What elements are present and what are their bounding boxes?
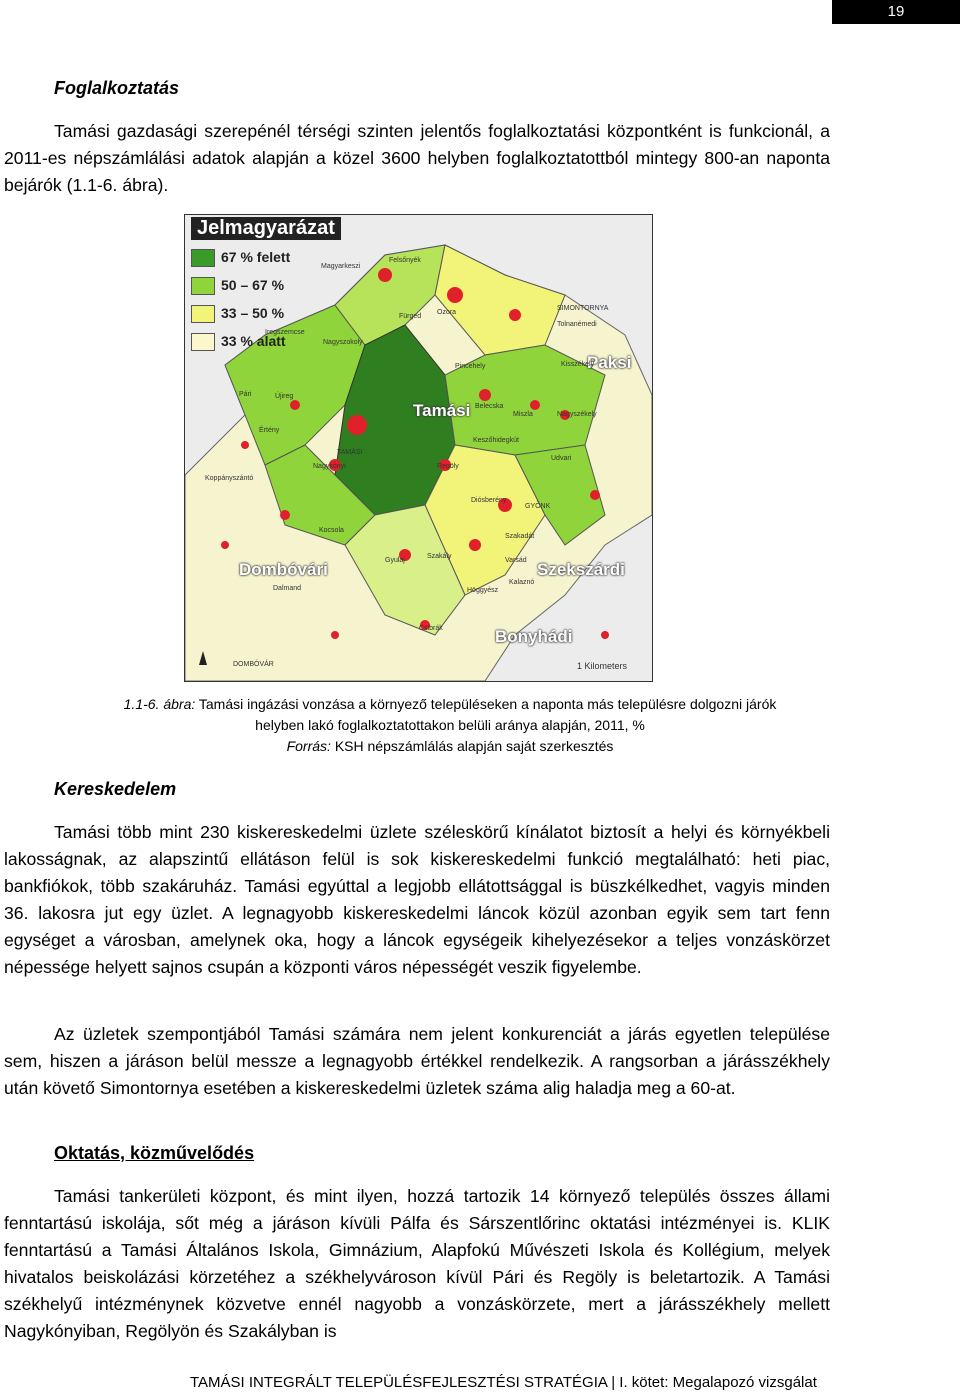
map-place: Iregszemcse: [265, 329, 305, 336]
legend-item-67-plus: [191, 249, 290, 267]
caption-text-1: Tamási ingázási vonzása a környező településeken a naponta más településre dolgozni járók: [198, 696, 777, 712]
map-place: Csibrák: [419, 625, 443, 632]
section-heading-education: Oktatás, közművelődés: [54, 1143, 255, 1163]
map-place: Miszla: [513, 411, 533, 418]
map-place: Magyarkeszi: [321, 263, 361, 270]
paragraph-education: Tamási tankerületi központ, és mint ilyen, hozzá tartozik 14 környező település összes állami fenntartású iskolája, sőt még a járáson kívüli Pálfa és Sárszentlőrinc oktatási intézményei is. KLIK fenntartású a Tamási Általános Iskola, Gimnázium, Alapfokú Művészeti Iskola és Kollégium, melyek hivatalos beiskolázási körzetéhez a székhelyvároson kívül Pári és Regöly is beletartozik. A Tamási székhelyű intézménynek közvetve ennél nagyobb a vonzáskörzete, mert a járásszékhely mellett Nagykónyiban, Regölyön és Szakályban is: [4, 1186, 830, 1341]
figure-caption: [60, 694, 840, 757]
map-place: Koppányszántó: [205, 475, 254, 482]
page-footer: TAMÁSI INTEGRÁLT TELEPÜLÉSFEJLESZTÉSI STRATÉGIA | I. kötet: Megalapozó vizsgálat: [190, 1374, 817, 1391]
map-place: Diósberény: [471, 497, 507, 504]
legend-item-50-67: [191, 277, 284, 295]
page-number: 19: [832, 0, 960, 24]
map-label-tamasi: Tamási: [413, 401, 471, 420]
map-place: Szakadát: [505, 533, 535, 540]
commuting-map: [184, 214, 653, 682]
legend-label: 33 – 50 %: [221, 305, 285, 321]
legend-item-33-50: [191, 305, 284, 323]
paragraph-employment: Tamási gazdasági szerepénél térségi szinten jelentős foglalkoztatási központként is funkcionál, a 2011-es népszámlálási adatok alapján a közel 3600 helyben foglalkoztatottból mintegy 800-an naponta bejárók (1.1-6. ábra).: [4, 121, 830, 195]
paragraph-commerce-1: Tamási több mint 230 kiskereskedelmi üzlete széleskörű kínálatot biztosít a helyi és környékbeli lakosságnak, az alapszintű ellátáson felül is sok kiskereskedelmi funkció megtalálható: heti piac, bankfiókok, több szakáruház. Tamási egyúttal a legjobb ellátottsággal is büszkélkedhet, vagyis minden 36. lakosra jut egy üzlet. A legnagyobb kiskereskedelmi láncok közül azonban egyik sem tart fenn egységet a városban, amelynek oka, hogy a láncok egységeik kihelyezésekor a teljes vonzáskörzet népessége helyett sajnos csupán a központi város népességét veszik figyelembe.: [4, 822, 830, 977]
caption-label: 1.1-6. ábra:: [123, 696, 196, 712]
map-place: Pincehely: [455, 363, 486, 370]
footer-title: TAMÁSI INTEGRÁLT TELEPÜLÉSFEJLESZTÉSI STRATÉGIA: [190, 1374, 608, 1391]
map-place: Regöly: [437, 463, 459, 470]
caption-source: KSH népszámlálás alapján saját szerkesztés: [334, 738, 614, 754]
legend-swatch: [191, 277, 215, 295]
map-place: DOMBÓVÁR: [233, 661, 274, 668]
map-place: Höggyész: [467, 587, 499, 594]
map-place: Udvari: [551, 455, 572, 462]
map-label-bonyhadi: Bonyhádi: [495, 627, 573, 646]
map-place: Kisszékely: [561, 361, 595, 368]
map-place: TAMÁSI: [337, 449, 363, 456]
map-scale: 1 Kilometers: [577, 661, 628, 671]
footer-volume: I. kötet: Megalapozó vizsgálat: [619, 1374, 817, 1391]
map-place: Belecska: [475, 403, 504, 410]
map-place: Kalaznó: [509, 579, 535, 586]
caption-text-2: helyben lakó foglalkoztatottakon belüli aránya alapján, 2011, %: [255, 717, 645, 733]
map-place: Gyulaj: [385, 557, 405, 564]
map-place: SIMONTORNYA: [557, 305, 609, 312]
paragraph-commerce-2: Az üzletek szempontjából Tamási számára nem jelent konkurenciát a járás egyetlen települése sem, hiszen a járáson belül messze a legnagyobb értékkel rendelkezik. A rangsorban a járásszékhely után követő Simontornya esetében a kiskereskedelmi üzletek száma alig haladja meg a 60-at.: [4, 1024, 830, 1098]
legend-swatch: [191, 333, 215, 351]
legend-title: Jelmagyarázat: [191, 217, 341, 240]
map-place: Fürged: [399, 313, 422, 320]
map-place: Felsőnyék: [389, 257, 421, 264]
map-place: Újireg: [275, 393, 294, 400]
section-heading-employment: Foglalkoztatás: [54, 78, 180, 98]
map-place: Szakály: [427, 553, 452, 560]
map-label-paksi: Paksi: [587, 353, 632, 372]
map-place: Dalmand: [273, 585, 302, 592]
legend-label: 67 % felett: [221, 249, 291, 265]
map-place: GYÖNK: [525, 503, 551, 510]
map-place: Kocsola: [319, 527, 344, 534]
map-place: Nagyszokoly: [323, 339, 363, 346]
map-place: Tolnanémedi: [557, 321, 597, 328]
caption-source-label: Forrás:: [286, 738, 331, 754]
map-place: Nagykónyi: [313, 463, 346, 470]
map-place: Pári: [239, 391, 252, 398]
map-label-dombovari: Dombóvári: [239, 560, 328, 579]
legend-swatch: [191, 305, 215, 323]
map-place: Varsád: [505, 557, 527, 564]
section-heading-commerce: Kereskedelem: [54, 779, 177, 799]
legend-label: 33 % alatt: [221, 333, 286, 349]
legend-swatch: [191, 249, 215, 267]
map-place: Keszőhidegkút: [473, 437, 519, 444]
map-label-szekszardi: Szekszárdi: [537, 560, 625, 579]
legend-label: 50 – 67 %: [221, 277, 285, 293]
map-place: Értény: [259, 427, 280, 434]
map-place: Nagyszékely: [557, 411, 597, 418]
map-place: Ozora: [437, 309, 457, 316]
